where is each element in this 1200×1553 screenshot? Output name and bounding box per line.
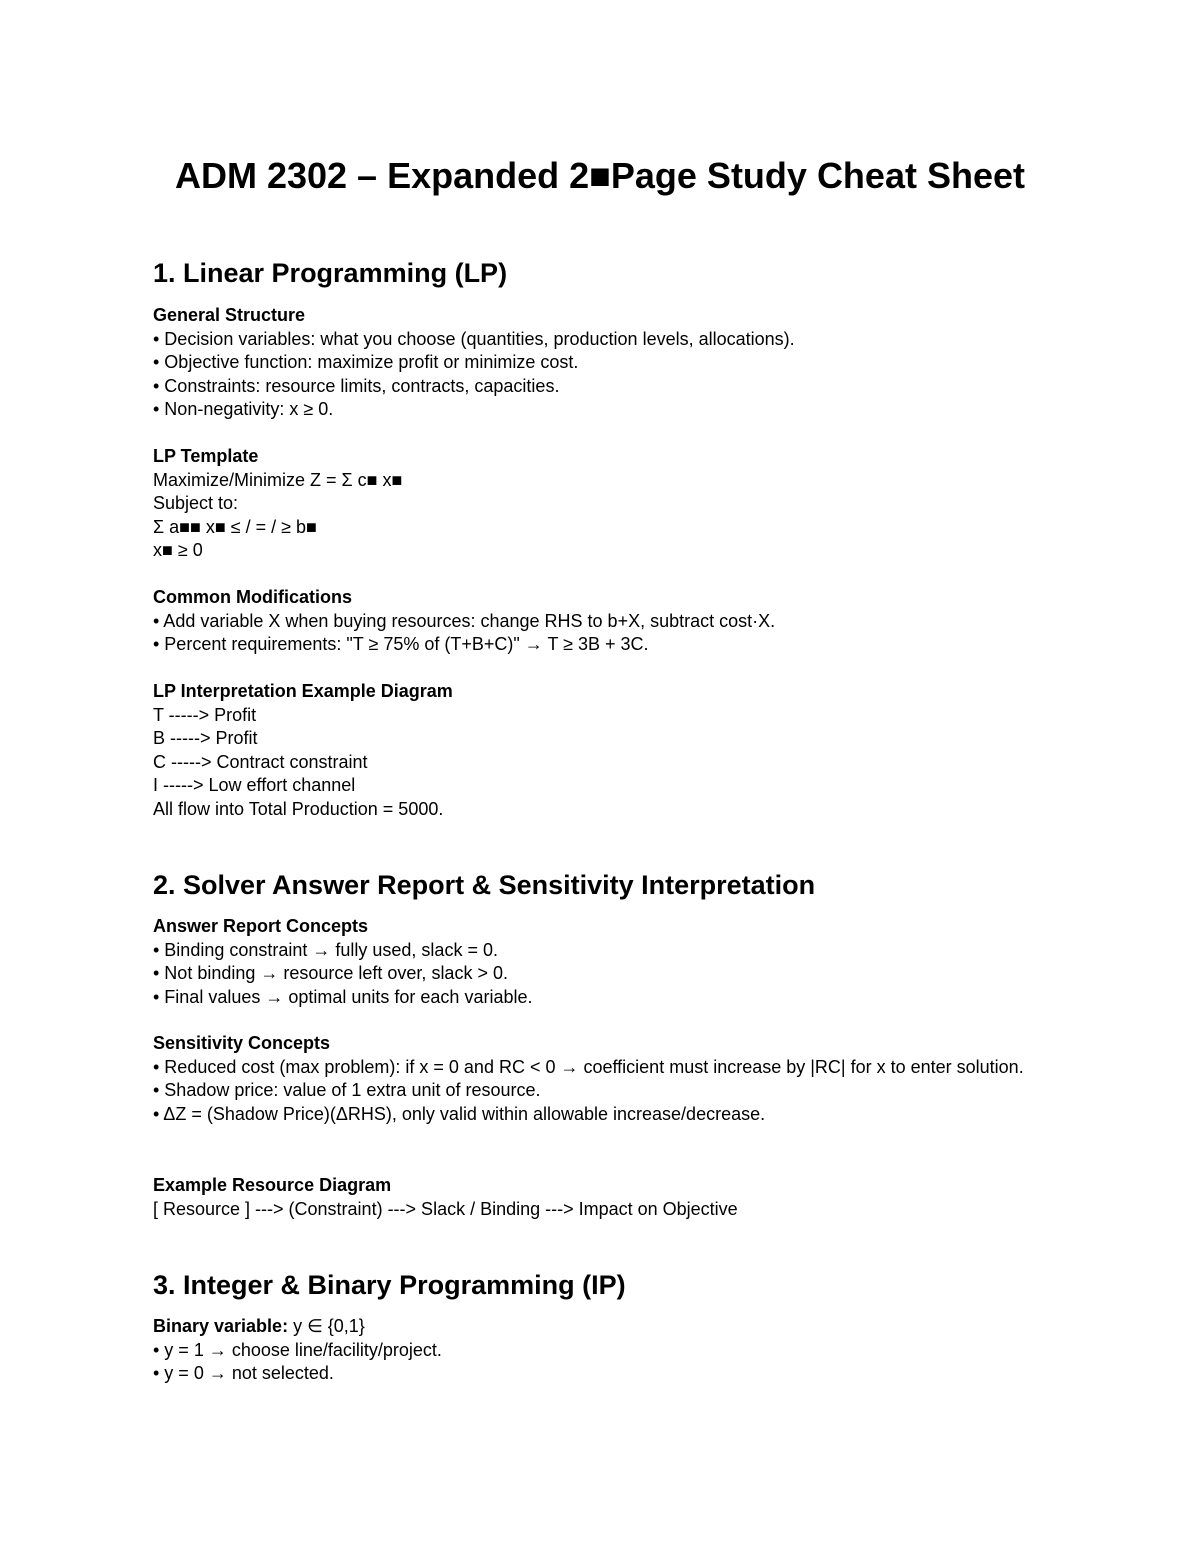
section-heading-lp: 1. Linear Programming (LP) [153,258,508,288]
binary-variable-line [153,1315,1053,1339]
sensitivity-heading: Sensitivity Concepts [153,1033,331,1053]
lp-diagram-heading: LP Interpretation Example Diagram [153,681,453,701]
general-structure-heading: General Structure [153,305,306,325]
formula-line: x■ ≥ 0 [153,540,203,560]
list-item: • Non-negativity: x ≥ 0. [153,399,334,419]
section-heading-solver: 2. Solver Answer Report & Sensitivity Interpretation [153,870,816,900]
diagram-line: B -----> Profit [153,728,258,748]
diagram-line: All flow into Total Production = 5000. [153,798,444,819]
lp-diagram-block [153,680,1053,821]
formula-line: Maximize/Minimize Z = Σ c■ x■ [153,469,403,490]
common-modifications-heading: Common Modifications [153,587,352,607]
diagram-line: I -----> Low effort channel [153,775,356,795]
list-item: • Final values → optimal units for each variable. [153,986,533,1007]
diagram-line: T -----> Profit [153,704,257,725]
list-item: • y = 1 → choose line/facility/project. [153,1339,442,1360]
diagram-line: [ Resource ] ---> (Constraint) ---> Slack / Binding ---> Impact on Objective [153,1198,738,1219]
lp-template-block [153,445,1053,563]
diagram-line: C -----> Contract constraint [153,751,368,772]
list-item: • Decision variables: what you choose (quantities, production levels, allocations). [153,328,795,349]
list-item: • Add variable X when buying resources: change RHS to b+X, subtract cost·X. [153,610,776,631]
sensitivity-block [153,1032,1053,1126]
binary-variable-label: Binary variable: [153,1316,289,1336]
formula-line: Σ a■■ x■ ≤ / = / ≥ b■ [153,516,317,537]
list-item: • Binding constraint → fully used, slack = 0. [153,939,498,960]
section-heading-ip: 3. Integer & Binary Programming (IP) [153,1270,626,1300]
list-item: • Shadow price: value of 1 extra unit of resource. [153,1080,541,1100]
binary-variable-block [153,1315,1053,1386]
common-modifications-block [153,586,1053,657]
resource-diagram-block [153,1174,1053,1221]
page-title: ADM 2302 – Expanded 2■Page Study Cheat Sheet [174,155,1025,196]
list-item: • Objective function: maximize profit or minimize cost. [153,352,579,372]
list-item: • y = 0 → not selected. [153,1363,334,1383]
resource-diagram-heading: Example Resource Diagram [153,1175,392,1195]
list-item: • Reduced cost (max problem): if x = 0 and RC < 0 → coefficient must increase by |RC| for x to enter solution. [153,1056,1024,1077]
answer-report-heading: Answer Report Concepts [153,916,369,936]
list-item: • Percent requirements: "T ≥ 75% of (T+B+C)" → T ≥ 3B + 3C. [153,634,649,654]
general-structure-block [153,304,1053,422]
list-item: • Constraints: resource limits, contracts, capacities. [153,375,560,396]
list-item: • Not binding → resource left over, slack > 0. [153,963,508,983]
binary-variable-value: y ∈ {0,1} [288,1316,365,1336]
list-item: • ΔZ = (Shadow Price)(ΔRHS), only valid within allowable increase/decrease. [153,1103,766,1124]
answer-report-block [153,915,1053,1009]
formula-line: Subject to: [153,493,239,513]
lp-template-heading: LP Template [153,446,259,466]
